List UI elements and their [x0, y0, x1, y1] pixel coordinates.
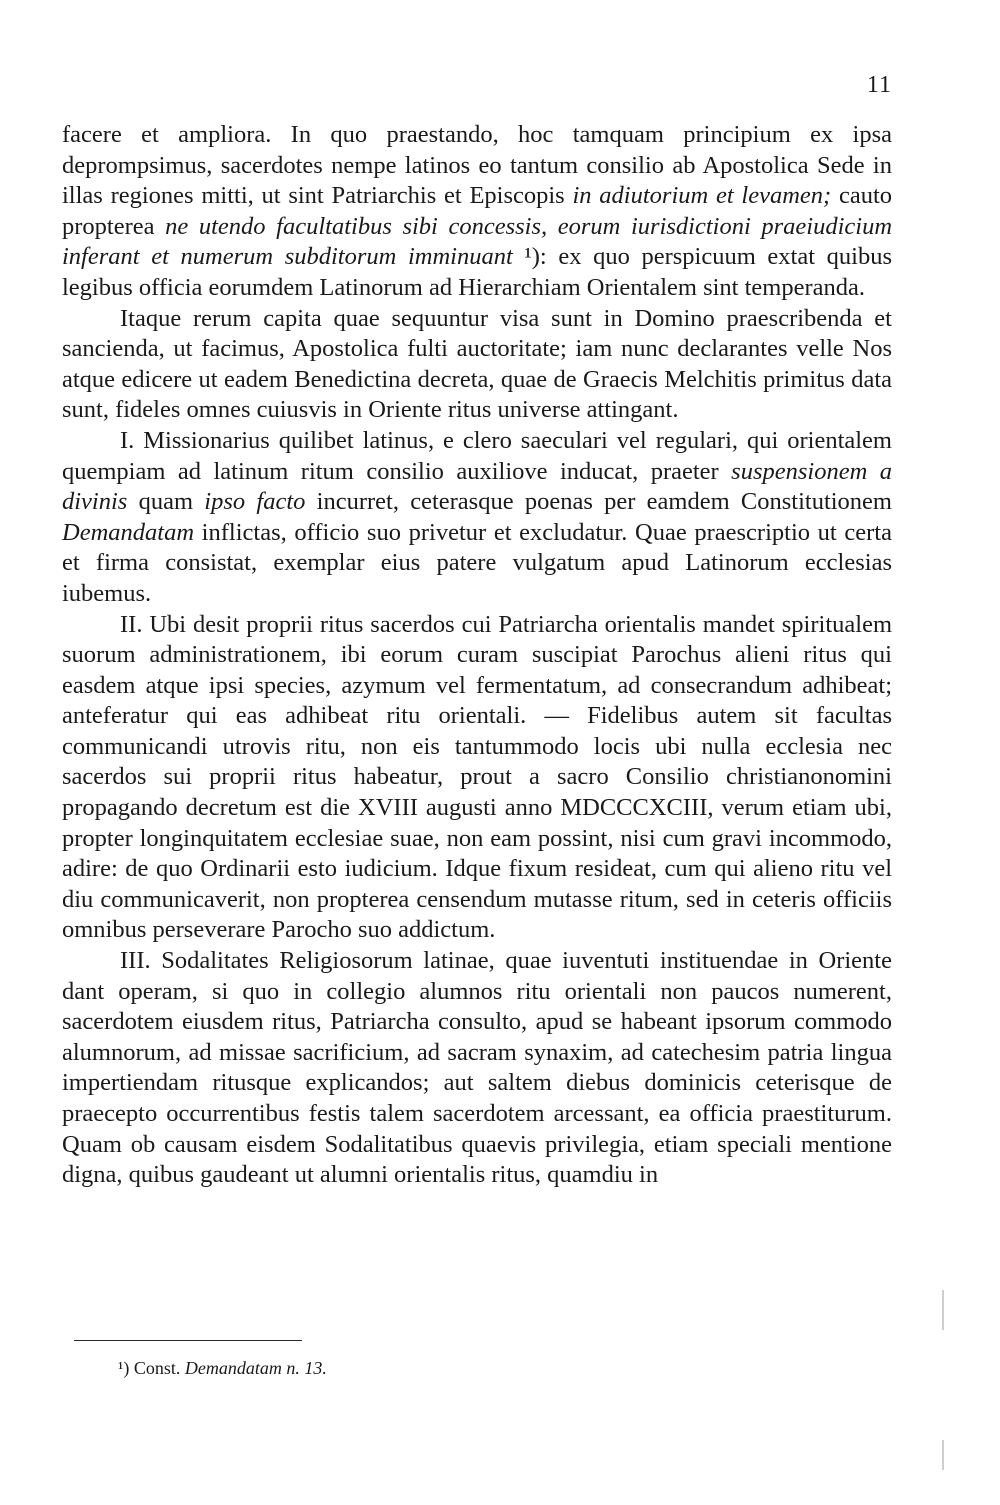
paragraph: [62, 946, 892, 1191]
italic-text-run: ne utendo facultatibus sibi concessis, eorum iurisdictioni praeiudicium inferant et numerum subditorum imminuant: [62, 212, 893, 271]
paragraph: [62, 304, 892, 426]
paragraph: [62, 120, 892, 304]
footnote-lead: Const.: [133, 1358, 181, 1378]
text-run: III. Sodalitates Religiosorum latinae, quae iuventuti instituendae in Oriente dant operam, si quo in collegio alumnos ritu orientali non paucos numerent, sacerdotem eiusdem ritus, Patriarcha consulto, apud se habeant ipsorum commodo alumnorum, ad missae sacrificium, ad sacram synaxim, ad catechesim patria lingua impertiendam ritusque explicandos; aut saltem diebus dominicis ceterisque de praecepto occurrentibus festis talem sacerdotem arcessant, ea officia praestiturum. Quam ob causam eisdem Sodalitatibus quaevis privilegia, etiam speciali mentione digna, quibus gaudeant ut alumni orientalis ritus, quamdiu in: [62, 947, 892, 1189]
footnote-marker: ¹): [118, 1358, 130, 1378]
italic-text-run: in adiutorium et levamen;: [572, 182, 832, 210]
text-run: Itaque rerum capita quae sequuntur visa sunt in Domino praescribenda et sancienda, ut facimus, Apostolica fulti auctoritate; iam nunc declarantes velle Nos atque edicere ut eadem Benedictina decreta, quae de Graecis Melchitis primitus data sunt, fideles omnes cuiusvis in Oriente ritus universe attingant.: [62, 304, 892, 424]
footnote-tail: n. 13.: [286, 1358, 327, 1378]
text-run: II. Ubi desit proprii ritus sacerdos cui Patriarcha orientalis mandet spiritualem suorum administrationem, ibi eorum curam suscipiat Parochus alieni ritus qui easdem atque ipsi species, azymum vel fermentatum, ad consecrandum adhibeat; anteferatur qui eas adhibeat ritu orientali. — Fidelibus autem sit facultas communicandi utrovis ritu, non eis tantummodo locis ubi nulla ecclesia nec sacerdos sui proprii ritus habeatur, prout a sacro Consilio christianonomini propagando decretum est die XVIII augusti anno MDCCCXCIII, verum etiam ubi, propter longinquitatem ecclesiae suae, non eam possint, nisi cum gravi incommodo, adire: de quo Ordinarii esto iudicium. Idque fixum resideat, cum qui alieno ritu vel diu communicaverit, non propterea censendum mutasse ritum, sed in ceteris officiis omnibus perseverare Parocho suo addictum.: [62, 610, 892, 944]
scan-edge-mark: [942, 1440, 944, 1470]
italic-text-run: suspensionem a divinis: [62, 457, 892, 516]
text-run: ¹): ex quo perspicuum extat quibus legibus officia eorumdem Latinorum ad Hierarchiam Orientalem sint temperanda.: [62, 243, 892, 301]
text-run: quam: [127, 488, 205, 516]
footnote-divider: [74, 1340, 302, 1341]
text-run: facere et ampliora. In quo praestando, hoc tamquam principium ex ipsa deprompsimus, sacerdotes nempe latinos eo tantum consilio ab Apostolica Sede in illas regiones mitti, ut sint Patriarchis et Episcopis: [62, 121, 892, 210]
paragraph: [62, 426, 892, 610]
italic-text-run: ipso facto: [204, 488, 306, 516]
text-run: incurret, ceterasque poenas per eamdem Constitutionem: [305, 488, 892, 516]
text-run: inflictas, officio suo privetur et excludatur. Quae praescriptio ut certa et firma consistat, exemplar eius patere vulgatum apud Latinorum ecclesias iubemus.: [62, 518, 892, 607]
page-number: 11: [866, 72, 892, 98]
footnote-title: Demandatam: [184, 1358, 282, 1378]
scan-edge-mark: [942, 1290, 944, 1330]
text-run: cauto propterea: [62, 182, 893, 240]
paragraph: [62, 610, 892, 947]
body-text: [62, 120, 892, 1191]
footnote: [118, 1358, 327, 1379]
text-run: I. Missionarius quilibet latinus, e clero saeculari vel regulari, qui orientalem quempiam ad latinum ritum consilio auxiliove inducat, praeter: [62, 426, 892, 485]
italic-text-run: Demandatam: [62, 518, 195, 546]
